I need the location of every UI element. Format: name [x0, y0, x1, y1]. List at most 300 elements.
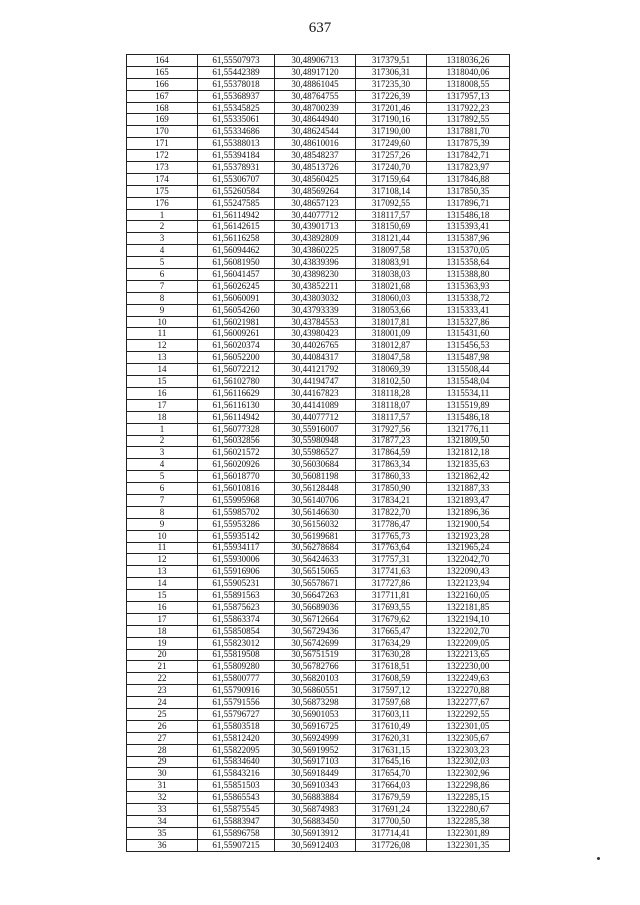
table-cell: 61,55843216 — [198, 768, 275, 780]
table-cell: 30,44167823 — [275, 387, 356, 399]
coordinates-table-body — [127, 55, 510, 852]
table-cell: 317654,70 — [356, 768, 427, 780]
table-cell: 1315333,41 — [427, 304, 510, 316]
table-cell: 165 — [127, 66, 198, 78]
table-cell: 317864,59 — [356, 447, 427, 459]
table-cell: 7 — [127, 494, 198, 506]
table-row — [127, 328, 510, 340]
table-cell: 18 — [127, 625, 198, 637]
table-cell: 317201,46 — [356, 102, 427, 114]
table-cell: 30,56913912 — [275, 827, 356, 839]
table-cell: 1315519,89 — [427, 399, 510, 411]
table-cell: 317714,41 — [356, 827, 427, 839]
table-cell: 1322194,10 — [427, 613, 510, 625]
table-cell: 317618,51 — [356, 661, 427, 673]
table-cell: 30,56873298 — [275, 697, 356, 709]
table-cell: 30,48560425 — [275, 173, 356, 185]
table-cell: 61,56116629 — [198, 387, 275, 399]
table-cell: 317603,11 — [356, 708, 427, 720]
table-cell: 1322292,55 — [427, 708, 510, 720]
table-row — [127, 340, 510, 352]
table-row — [127, 66, 510, 78]
table-cell: 1322277,67 — [427, 697, 510, 709]
table-cell: 61,55812420 — [198, 732, 275, 744]
table-cell: 61,55850854 — [198, 625, 275, 637]
table-cell: 1322202,70 — [427, 625, 510, 637]
table-cell: 61,56021572 — [198, 447, 275, 459]
table-cell: 317763,64 — [356, 542, 427, 554]
table-cell: 2 — [127, 435, 198, 447]
table-cell: 6 — [127, 483, 198, 495]
table-cell: 61,56081950 — [198, 257, 275, 269]
table-cell: 61,55368937 — [198, 90, 275, 102]
table-cell: 318012,87 — [356, 340, 427, 352]
table-cell: 317726,08 — [356, 839, 427, 851]
table-cell: 30,56515065 — [275, 566, 356, 578]
table-cell: 30,56689036 — [275, 601, 356, 613]
table-row — [127, 827, 510, 839]
table-cell: 30,56424633 — [275, 554, 356, 566]
table-cell: 30,56712664 — [275, 613, 356, 625]
table-cell: 34 — [127, 816, 198, 828]
table-cell: 30,43980423 — [275, 328, 356, 340]
table-cell: 30,56278684 — [275, 542, 356, 554]
table-row — [127, 364, 510, 376]
table-cell: 30,48569264 — [275, 185, 356, 197]
table-cell: 61,55907215 — [198, 839, 275, 851]
table-cell: 317757,31 — [356, 554, 427, 566]
table-row — [127, 269, 510, 281]
table-cell: 61,55883947 — [198, 816, 275, 828]
table-cell: 61,56052200 — [198, 352, 275, 364]
table-cell: 30,56647263 — [275, 590, 356, 602]
table-cell: 30,56578671 — [275, 578, 356, 590]
table-cell: 30,48657123 — [275, 197, 356, 209]
table-cell: 61,55790916 — [198, 685, 275, 697]
table-cell: 30,56128448 — [275, 483, 356, 495]
table-cell: 318060,03 — [356, 292, 427, 304]
table-cell: 61,56072212 — [198, 364, 275, 376]
table-cell: 30,43839396 — [275, 257, 356, 269]
table-cell: 61,55935142 — [198, 530, 275, 542]
table-cell: 61,55800777 — [198, 673, 275, 685]
table-cell: 30,56919952 — [275, 744, 356, 756]
table-cell: 166 — [127, 78, 198, 90]
table-row — [127, 459, 510, 471]
table-cell: 1322302,96 — [427, 768, 510, 780]
table-cell: 1322270,88 — [427, 685, 510, 697]
table-cell: 17 — [127, 399, 198, 411]
table-cell: 61,55334686 — [198, 126, 275, 138]
table-row — [127, 816, 510, 828]
table-cell: 175 — [127, 185, 198, 197]
table-cell: 61,55916906 — [198, 566, 275, 578]
table-row — [127, 578, 510, 590]
table-cell: 30,56910343 — [275, 780, 356, 792]
table-row — [127, 221, 510, 233]
table-cell: 61,55985702 — [198, 506, 275, 518]
table-cell: 18 — [127, 411, 198, 423]
table-cell: 30,44026765 — [275, 340, 356, 352]
table-cell: 61,56054260 — [198, 304, 275, 316]
table-cell: 317620,31 — [356, 732, 427, 744]
table-cell: 30,56030684 — [275, 459, 356, 471]
table-cell: 4 — [127, 245, 198, 257]
table-cell: 1315456,53 — [427, 340, 510, 352]
table-row — [127, 126, 510, 138]
table-cell: 317235,30 — [356, 78, 427, 90]
table-cell: 1317842,71 — [427, 150, 510, 162]
table-cell: 11 — [127, 328, 198, 340]
table-cell: 29 — [127, 756, 198, 768]
table-cell: 1317896,71 — [427, 197, 510, 209]
table-cell: 317741,63 — [356, 566, 427, 578]
table-cell: 61,55260584 — [198, 185, 275, 197]
table-cell: 6 — [127, 269, 198, 281]
table-cell: 30,48700239 — [275, 102, 356, 114]
table-cell: 30,56918449 — [275, 768, 356, 780]
table-cell: 317597,68 — [356, 697, 427, 709]
table-cell: 25 — [127, 708, 198, 720]
table-cell: 12 — [127, 554, 198, 566]
table-cell: 30,56729436 — [275, 625, 356, 637]
table-cell: 317860,33 — [356, 471, 427, 483]
table-row — [127, 804, 510, 816]
table-cell: 169 — [127, 114, 198, 126]
table-cell: 317226,39 — [356, 90, 427, 102]
table-cell: 317190,16 — [356, 114, 427, 126]
table-row — [127, 435, 510, 447]
table-cell: 30,55986527 — [275, 447, 356, 459]
table-cell: 12 — [127, 340, 198, 352]
table-cell: 317877,23 — [356, 435, 427, 447]
table-cell: 61,55875623 — [198, 601, 275, 613]
table-row — [127, 839, 510, 851]
table-cell: 1321896,36 — [427, 506, 510, 518]
table-cell: 318118,07 — [356, 399, 427, 411]
table-cell: 61,56026245 — [198, 280, 275, 292]
table-cell: 61,55388013 — [198, 138, 275, 150]
table-row — [127, 744, 510, 756]
table-cell: 1322303,23 — [427, 744, 510, 756]
table-cell: 30,55980948 — [275, 435, 356, 447]
table-cell: 1322209,05 — [427, 637, 510, 649]
table-cell: 317379,51 — [356, 55, 427, 67]
table-cell: 30,43803032 — [275, 292, 356, 304]
table-row — [127, 697, 510, 709]
table-cell: 30,43793339 — [275, 304, 356, 316]
table-cell: 318083,91 — [356, 257, 427, 269]
table-cell: 30,48644940 — [275, 114, 356, 126]
table-row — [127, 102, 510, 114]
table-cell: 61,56018770 — [198, 471, 275, 483]
table-cell: 1322230,00 — [427, 661, 510, 673]
table-cell: 318121,44 — [356, 233, 427, 245]
table-cell: 1315358,64 — [427, 257, 510, 269]
table-row — [127, 90, 510, 102]
table-cell: 1322301,35 — [427, 839, 510, 851]
table-cell: 1322285,15 — [427, 792, 510, 804]
table-cell: 1315431,60 — [427, 328, 510, 340]
table-cell: 1322280,67 — [427, 804, 510, 816]
table-cell: 22 — [127, 673, 198, 685]
table-row — [127, 530, 510, 542]
table-row — [127, 280, 510, 292]
table-row — [127, 447, 510, 459]
table-cell: 30,44194747 — [275, 376, 356, 388]
table-cell: 61,55891563 — [198, 590, 275, 602]
table-row — [127, 257, 510, 269]
table-cell: 30,44141089 — [275, 399, 356, 411]
table-row — [127, 399, 510, 411]
table-row — [127, 471, 510, 483]
table-cell: 318150,69 — [356, 221, 427, 233]
table-cell: 1321835,63 — [427, 459, 510, 471]
table-cell: 317108,14 — [356, 185, 427, 197]
table-cell: 17 — [127, 613, 198, 625]
table-cell: 61,55335061 — [198, 114, 275, 126]
table-cell: 61,56116258 — [198, 233, 275, 245]
table-row — [127, 590, 510, 602]
table-cell: 30,56146630 — [275, 506, 356, 518]
table-cell: 30,56199681 — [275, 530, 356, 542]
table-cell: 173 — [127, 162, 198, 174]
table-cell: 30,56883450 — [275, 816, 356, 828]
table-cell: 61,55394184 — [198, 150, 275, 162]
table-cell: 30,44121792 — [275, 364, 356, 376]
table-cell: 1322305,67 — [427, 732, 510, 744]
table-cell: 61,56009261 — [198, 328, 275, 340]
table-cell: 33 — [127, 804, 198, 816]
table-cell: 1321776,11 — [427, 423, 510, 435]
table-cell: 1315548,04 — [427, 376, 510, 388]
table-cell: 61,56116130 — [198, 399, 275, 411]
table-cell: 1322301,05 — [427, 720, 510, 732]
table-cell: 317664,03 — [356, 780, 427, 792]
table-cell: 1 — [127, 209, 198, 221]
table-cell: 9 — [127, 518, 198, 530]
table-cell: 8 — [127, 506, 198, 518]
table-cell: 317630,28 — [356, 649, 427, 661]
table-cell: 317927,56 — [356, 423, 427, 435]
table-cell: 317727,86 — [356, 578, 427, 590]
table-cell: 35 — [127, 827, 198, 839]
table-cell: 61,56020374 — [198, 340, 275, 352]
table-cell: 20 — [127, 649, 198, 661]
table-cell: 61,55834640 — [198, 756, 275, 768]
table-row — [127, 197, 510, 209]
table-cell: 11 — [127, 542, 198, 554]
table-row — [127, 150, 510, 162]
table-cell: 317786,47 — [356, 518, 427, 530]
table-cell: 1315487,98 — [427, 352, 510, 364]
table-cell: 61,56060091 — [198, 292, 275, 304]
table-cell: 1321862,42 — [427, 471, 510, 483]
table-row — [127, 233, 510, 245]
table-cell: 61,55823012 — [198, 637, 275, 649]
table-cell: 317159,64 — [356, 173, 427, 185]
table-cell: 7 — [127, 280, 198, 292]
table-cell: 1317875,39 — [427, 138, 510, 150]
table-cell: 4 — [127, 459, 198, 471]
table-cell: 30,44084317 — [275, 352, 356, 364]
table-cell: 317711,81 — [356, 590, 427, 602]
table-row — [127, 685, 510, 697]
table-cell: 1315370,05 — [427, 245, 510, 257]
table-row — [127, 114, 510, 126]
table-cell: 1317823,97 — [427, 162, 510, 174]
table-cell: 172 — [127, 150, 198, 162]
table-cell: 317863,34 — [356, 459, 427, 471]
table-cell: 317679,59 — [356, 792, 427, 804]
table-cell: 317700,50 — [356, 816, 427, 828]
table-row — [127, 673, 510, 685]
table-cell: 5 — [127, 257, 198, 269]
table-cell: 1315327,86 — [427, 316, 510, 328]
table-row — [127, 780, 510, 792]
table-cell: 1317850,35 — [427, 185, 510, 197]
table-cell: 2 — [127, 221, 198, 233]
table-cell: 30,56916725 — [275, 720, 356, 732]
table-cell: 317634,29 — [356, 637, 427, 649]
table-row — [127, 245, 510, 257]
table-cell: 1321812,18 — [427, 447, 510, 459]
table-cell: 30,48513726 — [275, 162, 356, 174]
table-cell: 10 — [127, 530, 198, 542]
table-cell: 23 — [127, 685, 198, 697]
table-row — [127, 566, 510, 578]
table-cell: 30,48917120 — [275, 66, 356, 78]
table-cell: 1321900,54 — [427, 518, 510, 530]
table-cell: 317608,59 — [356, 673, 427, 685]
table-row — [127, 613, 510, 625]
table-cell: 30 — [127, 768, 198, 780]
table-cell: 1322301,89 — [427, 827, 510, 839]
table-cell: 61,56010816 — [198, 483, 275, 495]
table-cell: 30,56820103 — [275, 673, 356, 685]
table-cell: 30,44077712 — [275, 411, 356, 423]
table-cell: 24 — [127, 697, 198, 709]
table-cell: 174 — [127, 173, 198, 185]
table-cell: 30,48861045 — [275, 78, 356, 90]
table-cell: 317190,00 — [356, 126, 427, 138]
table-cell: 1 — [127, 423, 198, 435]
table-cell: 26 — [127, 720, 198, 732]
table-cell: 61,56102780 — [198, 376, 275, 388]
table-row — [127, 554, 510, 566]
table-cell: 15 — [127, 376, 198, 388]
table-cell: 1322249,63 — [427, 673, 510, 685]
table-cell: 61,55865543 — [198, 792, 275, 804]
table-row — [127, 601, 510, 613]
table-cell: 317679,62 — [356, 613, 427, 625]
table-cell: 167 — [127, 90, 198, 102]
table-cell: 30,56140706 — [275, 494, 356, 506]
table-cell: 30,43852211 — [275, 280, 356, 292]
table-cell: 317645,16 — [356, 756, 427, 768]
table-cell: 61,55791556 — [198, 697, 275, 709]
table-cell: 1317892,55 — [427, 114, 510, 126]
table-cell: 1318036,26 — [427, 55, 510, 67]
table-cell: 1315363,93 — [427, 280, 510, 292]
table-row — [127, 542, 510, 554]
table-cell: 30,56751519 — [275, 649, 356, 661]
table-cell: 317631,15 — [356, 744, 427, 756]
table-row — [127, 292, 510, 304]
table-cell: 30,56156032 — [275, 518, 356, 530]
table-row — [127, 494, 510, 506]
table-cell: 61,55819508 — [198, 649, 275, 661]
table-cell: 317691,24 — [356, 804, 427, 816]
table-cell: 176 — [127, 197, 198, 209]
table-cell: 21 — [127, 661, 198, 673]
table-cell: 1321923,28 — [427, 530, 510, 542]
table-cell: 61,55809280 — [198, 661, 275, 673]
table-cell: 61,55995968 — [198, 494, 275, 506]
table-cell: 61,55803518 — [198, 720, 275, 732]
table-cell: 1322213,65 — [427, 649, 510, 661]
table-cell: 16 — [127, 387, 198, 399]
table-cell: 1315534,11 — [427, 387, 510, 399]
table-row — [127, 387, 510, 399]
table-cell: 317249,60 — [356, 138, 427, 150]
table-cell: 61,56032856 — [198, 435, 275, 447]
table-row — [127, 625, 510, 637]
table-cell: 1317881,70 — [427, 126, 510, 138]
table-cell: 317693,55 — [356, 601, 427, 613]
table-cell: 1318040,06 — [427, 66, 510, 78]
table-row — [127, 732, 510, 744]
table-cell: 61,55247585 — [198, 197, 275, 209]
table-cell: 317240,70 — [356, 162, 427, 174]
table-cell: 30,56081198 — [275, 471, 356, 483]
table-row — [127, 792, 510, 804]
table-cell: 15 — [127, 590, 198, 602]
table-cell: 14 — [127, 364, 198, 376]
table-cell: 317822,70 — [356, 506, 427, 518]
table-cell: 1321887,33 — [427, 483, 510, 495]
table-row — [127, 483, 510, 495]
table-cell: 1322090,43 — [427, 566, 510, 578]
table-cell: 61,56020926 — [198, 459, 275, 471]
table-cell: 164 — [127, 55, 198, 67]
table-cell: 61,55896758 — [198, 827, 275, 839]
table-cell: 61,55934117 — [198, 542, 275, 554]
table-cell: 1315388,80 — [427, 269, 510, 281]
table-cell: 61,55930006 — [198, 554, 275, 566]
table-row — [127, 162, 510, 174]
table-cell: 32 — [127, 792, 198, 804]
table-cell: 30,56917103 — [275, 756, 356, 768]
table-cell: 318001,09 — [356, 328, 427, 340]
table-cell: 61,55306707 — [198, 173, 275, 185]
table-cell: 30,48624544 — [275, 126, 356, 138]
table-cell: 30,56883884 — [275, 792, 356, 804]
table-cell: 61,56077328 — [198, 423, 275, 435]
table-cell: 1322298,86 — [427, 780, 510, 792]
table-cell: 30,48906713 — [275, 55, 356, 67]
table-row — [127, 185, 510, 197]
table-cell: 317665,47 — [356, 625, 427, 637]
table-cell: 9 — [127, 304, 198, 316]
table-cell: 27 — [127, 732, 198, 744]
table-cell: 30,43898230 — [275, 269, 356, 281]
table-cell: 61,55863374 — [198, 613, 275, 625]
table-cell: 30,56742699 — [275, 637, 356, 649]
table-cell: 1322181,85 — [427, 601, 510, 613]
table-cell: 171 — [127, 138, 198, 150]
table-cell: 36 — [127, 839, 198, 851]
